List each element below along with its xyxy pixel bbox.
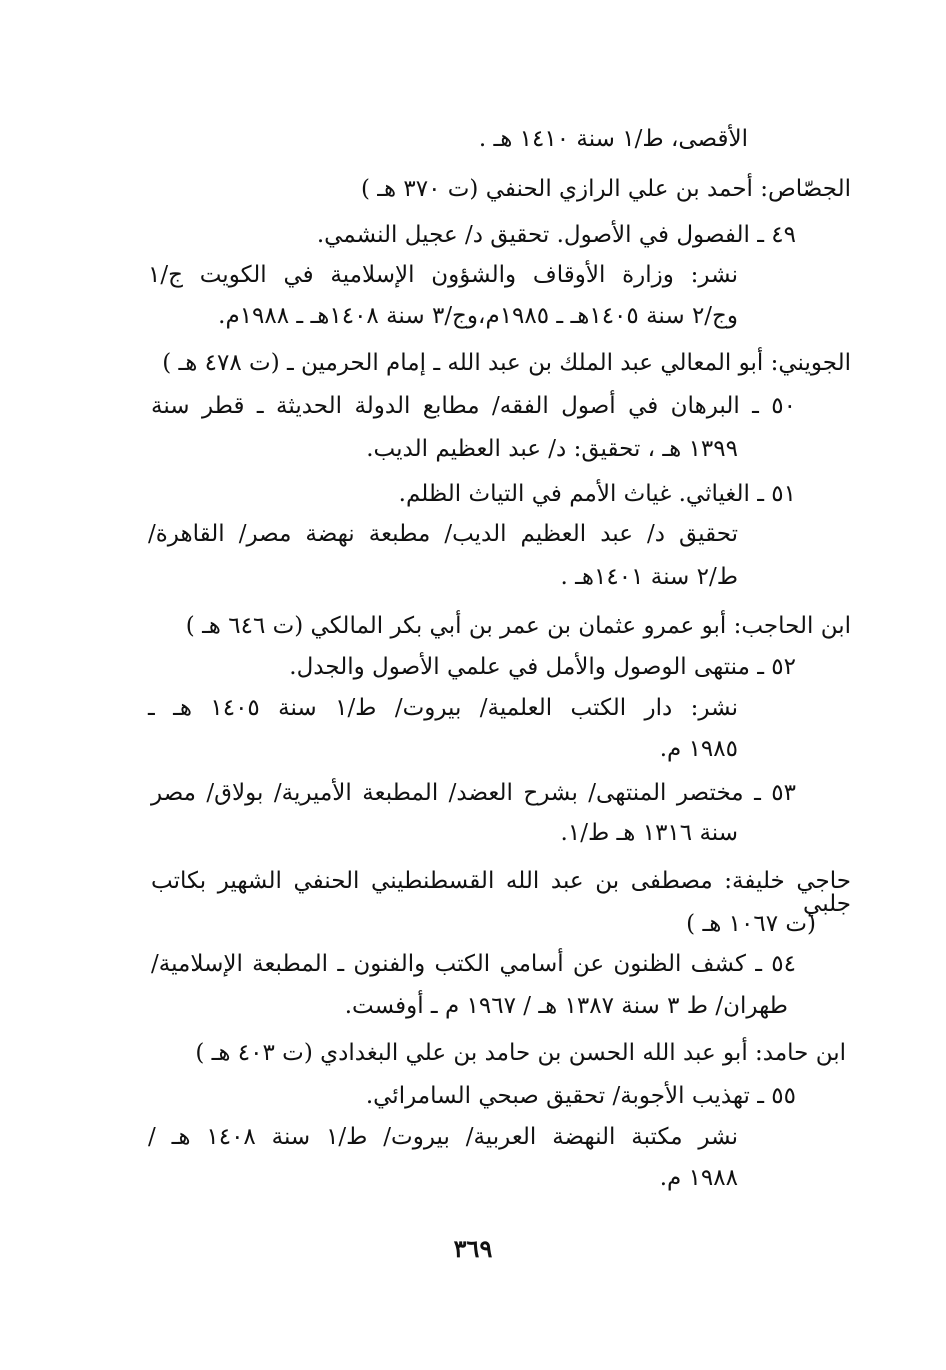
text-line: ١٣٩٩ هـ ، تحقيق: د/ عبد العظيم الديب. [366, 436, 738, 462]
text-line: (ت ١٠٦٧ هـ ) [686, 911, 816, 937]
bibliography-entry: ٥٣ ـ مختصر المنتهى/ بشرح العضد/ المطبعة الأميرية/ بولاق/ مصر [151, 780, 796, 806]
author-heading: ابن حامد: أبو عبد الله الحسن بن حامد بن علي البغدادي (ت ٤٠٣ هـ ) [195, 1040, 846, 1066]
text-line: ط/٢ سنة ١٤٠١هـ . [560, 564, 738, 590]
text-line: نشر: وزارة الأوقاف والشؤون الإسلامية في الكويت ج/١ [148, 262, 738, 288]
bibliography-entry: ٥١ ـ الغياثي. غياث الأمم في التياث الظلم. [398, 481, 796, 507]
bibliography-entry: ٥٠ ـ البرهان في أصول الفقه/ مطابع الدولة الحديثة ـ قطر سنة [151, 393, 796, 419]
author-heading: حاجي خليفة: مصطفى بن عبد الله القسطنطيني الحنفي الشهير بكاتب جلبي [151, 868, 851, 917]
text-line: تحقيق د/ عبد العظيم الديب/ مطبعة نهضة مصر/ القاهرة/ [148, 521, 738, 547]
text-line: ١٩٨٥ م. [659, 736, 738, 762]
text-line: سنة ١٣١٦ هـ ط/١. [560, 820, 738, 846]
bibliography-entry: ٥٥ ـ تهذيب الأجوبة/ تحقيق صبحي السامرائي. [365, 1083, 796, 1109]
text-line: طهران/ ط ٣ سنة ١٣٨٧ هـ / ١٩٦٧ م ـ أوفست. [344, 993, 788, 1019]
bibliography-entry: ٥٢ ـ منتهى الوصول والأمل في علمي الأصول والجدل. [289, 654, 796, 680]
text-line: نشر: دار الكتب العلمية/ بيروت/ ط/١ سنة ١٤٠٥ هـ ـ [148, 695, 739, 721]
text-line: الأقصى، ط/١ سنة ١٤١٠ هـ . [478, 126, 748, 152]
author-heading: الجويني: أبو المعالي عبد الملك بن عبد الله ـ إمام الحرمين ـ (ت ٤٧٨ هـ ) [162, 350, 851, 376]
author-heading: الجصّاص: أحمد بن علي الرازي الحنفي (ت ٣٧٠ هـ ) [360, 176, 851, 202]
text-line: ١٩٨٨ م. [659, 1165, 738, 1191]
text-line: وج/٢ سنة ١٤٠٥هـ ـ ١٩٨٥م،وج/٣ سنة ١٤٠٨هـ ـ ١٩٨٨م. [218, 303, 738, 329]
page-number: ٣٦٩ [453, 1234, 493, 1263]
bibliography-entry: ٥٤ ـ كشف الظنون عن أسامي الكتب والفنون ـ المطبعة الإسلامية/ [151, 951, 796, 977]
text-line: نشر مكتبة النهضة العربية/ بيروت/ ط/١ سنة ١٤٠٨ هـ / [148, 1124, 738, 1150]
bibliography-entry: ٤٩ ـ الفصول في الأصول. تحقيق د/ عجيل النشمي. [316, 222, 796, 248]
author-heading: ابن الحاجب: أبو عمرو عثمان بن عمر بن أبي بكر المالكي (ت ٦٤٦ هـ ) [185, 613, 851, 639]
